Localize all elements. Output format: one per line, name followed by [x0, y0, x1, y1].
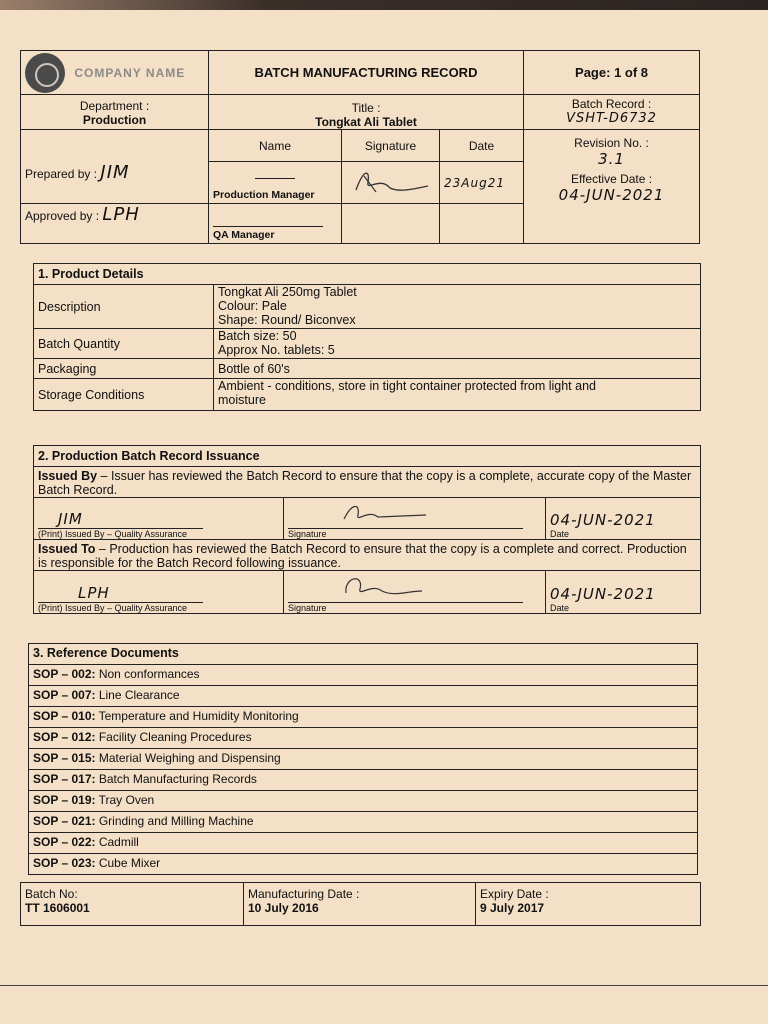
company-logo-icon — [25, 53, 65, 93]
issued-by-date: 04-JUN-2021 — [550, 511, 656, 529]
prepared-by-cell — [21, 162, 209, 204]
issued-by-label: Issued By — [38, 469, 98, 483]
page-label: Page: — [575, 65, 611, 80]
storage-line: moisture — [218, 393, 266, 407]
issued-by-text: – Issuer has reviewed the Batch Record to ensure that the copy is a complete, accurate copy of the Master Batch Record. — [38, 469, 692, 497]
page-bottom-rule — [0, 985, 768, 986]
packaging-value: Bottle of 60's — [214, 359, 701, 379]
title-value: Tongkat Ali Tablet — [315, 115, 417, 129]
prepared-spacer — [21, 130, 209, 162]
prepared-value: JIM — [100, 161, 130, 183]
prepared-role: Production Manager — [213, 189, 315, 201]
issued-to-name: LPH — [78, 584, 110, 602]
signature-caption: Signature — [288, 529, 327, 539]
prepared-date: 23Aug21 — [440, 162, 524, 204]
issued-by-date-cell — [546, 498, 701, 540]
reference-item: SOP – 002: Non conformances — [29, 665, 698, 686]
effective-label: Effective Date : — [570, 172, 653, 186]
issued-to-statement — [34, 540, 701, 571]
reference-item: SOP – 010: Temperature and Humidity Monitoring — [29, 707, 698, 728]
effective-value: 04-JUN-2021 — [558, 186, 665, 204]
issued-by-name-cell — [34, 498, 284, 540]
batch-no-cell — [21, 883, 244, 926]
approved-by-cell — [21, 204, 209, 244]
page-value: 1 of 8 — [614, 65, 649, 80]
manufacturing-date-cell — [244, 883, 476, 926]
storage-value — [214, 379, 701, 411]
approved-value: LPH — [102, 204, 140, 225]
expiry-date-label: Expiry Date : — [480, 887, 549, 901]
approved-role-cell — [209, 204, 342, 244]
batch-quantity-label: Batch Quantity — [34, 329, 214, 359]
reference-item: SOP – 023: Cube Mixer — [29, 854, 698, 875]
approved-date — [440, 204, 524, 244]
prepared-role-cell — [209, 162, 342, 204]
issued-to-caption: (Print) Issued By – Quality Assurance — [38, 603, 188, 613]
department-value: Production — [82, 113, 147, 127]
approved-label: Approved by : — [25, 209, 100, 223]
document-header — [20, 50, 700, 244]
issued-to-signature-cell — [284, 571, 546, 614]
batch-record-value: VSHT-D6732 — [566, 111, 657, 126]
reference-documents-table — [28, 643, 698, 875]
prepared-signature — [342, 162, 440, 204]
batch-no-value: TT 1606001 — [25, 901, 90, 915]
expiry-date-value: 9 July 2017 — [480, 901, 545, 915]
batch-size-line: Batch size: 50 — [218, 329, 297, 343]
prepared-signature-icon — [346, 162, 434, 200]
issued-by-signature-cell — [284, 498, 546, 540]
col-name: Name — [209, 130, 342, 162]
logo-cell — [21, 51, 209, 95]
description-line: Colour: Pale — [218, 299, 287, 313]
reference-item: SOP – 007: Line Clearance — [29, 686, 698, 707]
batch-no-label: Batch No: — [25, 887, 78, 901]
packaging-label: Packaging — [34, 359, 214, 379]
issued-by-statement — [34, 467, 701, 498]
reference-item: SOP – 022: Cadmill — [29, 833, 698, 854]
company-name: COMPANY NAME — [74, 65, 186, 80]
description-label: Description — [34, 285, 214, 329]
description-value — [214, 285, 701, 329]
page-indicator — [524, 51, 700, 95]
batch-record-label: Batch Record : — [571, 97, 652, 111]
batch-record-cell — [524, 95, 700, 130]
issued-by-name: JIM — [58, 510, 83, 528]
description-line: Shape: Round/ Biconvex — [218, 313, 356, 327]
manufacturing-date-label: Manufacturing Date : — [248, 887, 360, 901]
storage-line: Ambient - conditions, store in tight container protected from light and — [218, 379, 596, 393]
reference-item: SOP – 017: Batch Manufacturing Records — [29, 770, 698, 791]
title-cell — [209, 95, 524, 130]
description-line: Tongkat Ali 250mg Tablet — [218, 285, 357, 299]
product-details-heading: 1. Product Details — [34, 264, 701, 285]
storage-label: Storage Conditions — [34, 379, 214, 411]
issued-by-signature-icon — [338, 499, 428, 525]
issued-to-date-cell — [546, 571, 701, 614]
issuance-heading: 2. Production Batch Record Issuance — [34, 446, 701, 467]
reference-item: SOP – 021: Grinding and Milling Machine — [29, 812, 698, 833]
issuance-table — [33, 445, 701, 614]
reference-item: SOP – 012: Facility Cleaning Procedures — [29, 728, 698, 749]
title-label: Title : — [351, 101, 381, 115]
revision-value: 3.1 — [598, 150, 625, 168]
col-signature: Signature — [342, 130, 440, 162]
col-date: Date — [440, 130, 524, 162]
approx-tablets-line: Approx No. tablets: 5 — [218, 343, 335, 357]
issued-to-label: Issued To — [38, 542, 96, 556]
manufacturing-date-value: 10 July 2016 — [248, 901, 319, 915]
issued-to-signature-icon — [338, 571, 448, 599]
revision-label: Revision No. : — [574, 136, 649, 150]
document-title: BATCH MANUFACTURING RECORD — [209, 51, 524, 95]
product-details-table — [33, 263, 701, 411]
reference-item: SOP – 019: Tray Oven — [29, 791, 698, 812]
approved-role: QA Manager — [213, 229, 275, 241]
issued-to-text: – Production has reviewed the Batch Record to ensure that the copy is a complete and correct. Production is responsible for the Batch Record following issuance. — [38, 542, 687, 570]
date-caption-2: Date — [550, 603, 570, 613]
prepared-label: Prepared by : — [25, 166, 98, 181]
scan-top-edge — [0, 0, 768, 10]
revision-cell — [524, 130, 700, 244]
date-caption: Date — [550, 529, 570, 539]
approved-signature — [342, 204, 440, 244]
expiry-date-cell — [476, 883, 701, 926]
issued-to-date: 04-JUN-2021 — [550, 585, 656, 603]
issued-to-name-cell — [34, 571, 284, 614]
batch-info-table — [20, 882, 701, 926]
issued-by-caption: (Print) Issued By – Quality Assurance — [38, 529, 188, 539]
batch-quantity-value — [214, 329, 701, 359]
department-cell — [21, 95, 209, 130]
reference-item: SOP – 015: Material Weighing and Dispensing — [29, 749, 698, 770]
department-label: Department : — [79, 99, 150, 113]
reference-heading: 3. Reference Documents — [29, 644, 698, 665]
signature-caption-2: Signature — [288, 603, 327, 613]
